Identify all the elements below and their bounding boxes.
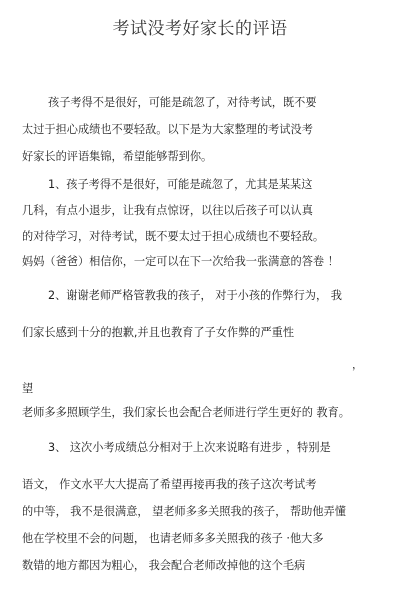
paragraph-line: 数错的地方都因为粗心， 我会配合老师改掉他的这个毛病 (22, 559, 306, 572)
paragraph-line: 妈妈（爸爸）相信你，一定可以在下一次给我一张满意的答卷 ！ (22, 255, 339, 268)
paragraph-line: 他在学校里不会的问题， 也请老师多多关照我的孩子 ·他大多 (22, 532, 324, 545)
paragraph-line: 几科，有点小退步，让我有点惊讶，以往以后孩子可以认真 (22, 204, 313, 217)
paragraph-line: 好家长的评语集锦，希望能够帮到你。 (22, 150, 213, 163)
paragraph-line: 们家长感到十分的抱歉,并且也教育了子女作弊的严重性 (22, 326, 295, 339)
paragraph-line: 3、 这次小考成绩总分相对于上次来说略有进步 ，特别是 (48, 441, 331, 454)
paragraph-line: 1、孩子考得不是很好，可能是疏忽了，尤其是某某这 (48, 178, 313, 191)
paragraph-line: 老师多多照顾学生，我们家长也会配合老师进行学生更好的 教育。 (22, 406, 350, 419)
stray-comma: ， (352, 358, 363, 371)
paragraph-line: 孩子考得不是很好，可能是疏忽了，对待考试，既不要 (48, 96, 317, 109)
paragraph-line: 语文， 作文水平大大提高了希望再接再我的孩子这次考试考 (22, 478, 317, 491)
document-title: 考试没考好家长的评语 (112, 19, 288, 39)
paragraph-line: 的对待学习，对待考试，既不要太过于担心成绩也不要轻敌。 (22, 230, 325, 243)
paragraph-line: 望 (22, 382, 34, 395)
paragraph-line: 太过于担心成绩也不要轻敌。以下是为大家整理的考试没考 (22, 123, 313, 136)
paragraph-line: 的中等， 我不是很满意， 望老师多多关照我的孩子， 帮助他弄懂 (22, 505, 346, 518)
paragraph-line: 2、谢谢老师严格管教我的孩子， 对于小孩的作弊行为， 我 (48, 289, 342, 302)
